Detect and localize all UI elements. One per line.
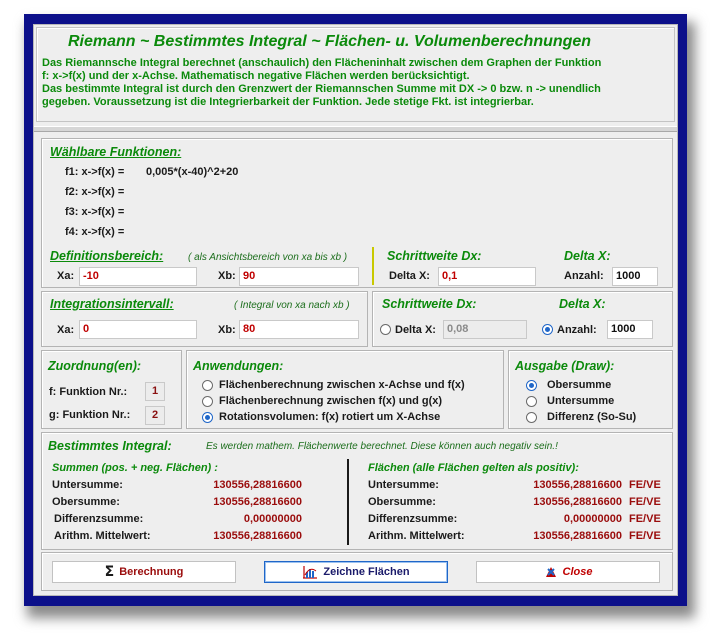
- output-option-3[interactable]: Differenz (So-Su): [547, 411, 637, 423]
- right-label-2: Obersumme:: [368, 496, 436, 508]
- right-unit-2: FE/VE: [629, 496, 661, 508]
- output-option-1[interactable]: Obersumme: [547, 379, 612, 391]
- left-value-4: 130556,28816600: [213, 530, 302, 542]
- int-step-heading: Schrittweite Dx:: [382, 297, 477, 311]
- def-xb-label: Xb:: [218, 270, 236, 282]
- right-value-4: 130556,28816600: [533, 530, 622, 542]
- function-label-f2: f2: x->f(x) =: [65, 186, 125, 198]
- output-heading: Ausgabe (Draw):: [515, 359, 615, 373]
- functions-heading: Wählbare Funktionen:: [50, 145, 182, 159]
- int-count-label: Anzahl:: [557, 324, 597, 336]
- chart-icon: [302, 565, 318, 579]
- output-radio-1[interactable]: [526, 380, 537, 391]
- assignment-f-input[interactable]: 1: [145, 382, 165, 401]
- application-option-2[interactable]: Flächenberechnung zwischen f(x) und g(x): [219, 395, 443, 407]
- right-value-1: 130556,28816600: [533, 479, 622, 491]
- dialog-body: [33, 24, 678, 596]
- int-delta-heading: Delta X:: [559, 297, 606, 311]
- application-radio-3[interactable]: [202, 412, 213, 423]
- output-radio-2[interactable]: [526, 396, 537, 407]
- result-divider: [347, 459, 349, 545]
- assignment-heading: Zuordnung(en):: [48, 359, 142, 373]
- result-panel: [41, 432, 673, 550]
- header-panel: [36, 27, 675, 122]
- right-label-4: Arithm. Mittelwert:: [368, 530, 465, 542]
- result-heading: Bestimmtes Integral:: [48, 439, 172, 453]
- right-unit-1: FE/VE: [629, 479, 661, 491]
- output-option-2[interactable]: Untersumme: [547, 395, 615, 407]
- assignment-f-label: f: Funktion Nr.:: [49, 386, 128, 398]
- int-xb-label: Xb:: [218, 324, 236, 336]
- integration-heading: Integrationsintervall:: [50, 297, 174, 311]
- right-unit-4: FE/VE: [629, 530, 661, 542]
- close-icon: [544, 565, 558, 579]
- description-line-3: Das bestimmte Integral ist durch den Grenzwert der Riemannschen Summe mit DX -> 0 bzw. n -> unendlich: [42, 83, 601, 95]
- functions-panel: [41, 138, 673, 288]
- int-xa-input[interactable]: 0: [79, 320, 197, 339]
- draw-button[interactable]: [264, 561, 448, 583]
- window-frame: [24, 14, 687, 606]
- def-xa-input[interactable]: -10: [79, 267, 197, 286]
- def-xb-input[interactable]: 90: [239, 267, 359, 286]
- left-label-3: Differenzsumme:: [54, 513, 144, 525]
- right-label-3: Differenzsumme:: [368, 513, 458, 525]
- integration-step-panel: [372, 291, 673, 347]
- applications-panel: [186, 350, 504, 429]
- right-value-3: 0,00000000: [563, 513, 622, 525]
- left-label-4: Arithm. Mittelwert:: [54, 530, 151, 542]
- close-button-label: Close: [562, 566, 593, 578]
- function-label-f3: f3: x->f(x) =: [65, 206, 125, 218]
- int-xb-input[interactable]: 80: [239, 320, 359, 339]
- draw-button-label: Zeichne Flächen: [323, 566, 410, 578]
- application-option-1[interactable]: Flächenberechnung zwischen x-Achse und f(x): [219, 379, 465, 391]
- function-label-f4: f4: x->f(x) =: [65, 226, 125, 238]
- sigma-icon: Σ: [104, 564, 115, 580]
- divider-bar: [372, 247, 374, 285]
- left-value-3: 0,00000000: [243, 513, 302, 525]
- left-label-2: Obersumme:: [52, 496, 120, 508]
- def-count-label: Anzahl:: [564, 270, 604, 282]
- output-panel: [508, 350, 673, 429]
- right-value-2: 130556,28816600: [533, 496, 622, 508]
- page-title: Riemann ~ Bestimmtes Integral ~ Flächen- u. Volumenberechnungen: [68, 33, 592, 50]
- application-radio-1[interactable]: [202, 380, 213, 391]
- application-radio-2[interactable]: [202, 396, 213, 407]
- integration-hint: ( Integral von xa nach xb ): [234, 300, 350, 311]
- def-count-input[interactable]: 1000: [612, 267, 658, 286]
- def-step-heading: Schrittweite Dx:: [387, 249, 482, 263]
- def-deltax-label: Delta X:: [389, 270, 430, 282]
- definition-heading: Definitionsbereich:: [50, 249, 164, 263]
- output-radio-3[interactable]: [526, 412, 537, 423]
- def-delta-heading: Delta X:: [564, 249, 611, 263]
- def-xa-label: Xa:: [57, 270, 75, 282]
- description-line-4: gegeben. Voraussetzung ist die Integrierbarkeit der Funktion. Jede stetige Fkt. ist integrierbar.: [42, 96, 534, 108]
- left-value-1: 130556,28816600: [213, 479, 302, 491]
- int-xa-label: Xa:: [57, 324, 75, 336]
- int-deltax-radio[interactable]: [380, 324, 391, 335]
- assignment-g-input[interactable]: 2: [145, 406, 165, 425]
- applications-heading: Anwendungen:: [193, 359, 284, 373]
- integration-panel: [41, 291, 368, 347]
- right-unit-3: FE/VE: [629, 513, 661, 525]
- right-label-1: Untersumme:: [368, 479, 439, 491]
- calc-button-label: Berechnung: [119, 566, 184, 578]
- assignment-g-label: g: Funktion Nr.:: [49, 409, 131, 421]
- int-count-radio[interactable]: [542, 324, 553, 335]
- close-button[interactable]: [476, 561, 660, 583]
- calc-button[interactable]: [52, 561, 236, 583]
- separator: [34, 126, 677, 132]
- right-heading: Flächen (alle Flächen gelten als positiv):: [368, 462, 579, 474]
- assignment-panel: [41, 350, 182, 429]
- description-line-1: Das Riemannsche Integral berechnet (anschaulich) den Flächeninhalt zwischen dem Graphen der Funktion: [42, 57, 602, 69]
- function-expr-f1[interactable]: 0,005*(x-40)^2+20: [146, 166, 239, 178]
- application-option-3[interactable]: Rotationsvolumen: f(x) rotiert um X-Achse: [219, 411, 441, 423]
- function-label-f1: f1: x->f(x) =: [65, 166, 125, 178]
- int-deltax-input[interactable]: 0,08: [443, 320, 527, 339]
- definition-hint: ( als Ansichtsbereich von xa bis xb ): [188, 252, 348, 263]
- description-line-2: f: x->f(x) und der x-Achse. Mathematisch negative Flächen werden berücksichtigt.: [42, 70, 470, 82]
- def-deltax-input[interactable]: 0,1: [438, 267, 536, 286]
- left-heading: Summen (pos. + neg. Flächen) :: [52, 462, 218, 474]
- button-bar: [41, 552, 673, 591]
- int-deltax-label: Delta X:: [395, 324, 436, 336]
- int-count-input[interactable]: 1000: [607, 320, 653, 339]
- left-label-1: Untersumme:: [52, 479, 123, 491]
- result-hint: Es werden mathem. Flächenwerte berechnet. Diese können auch negativ sein.!: [206, 441, 558, 452]
- left-value-2: 130556,28816600: [213, 496, 302, 508]
